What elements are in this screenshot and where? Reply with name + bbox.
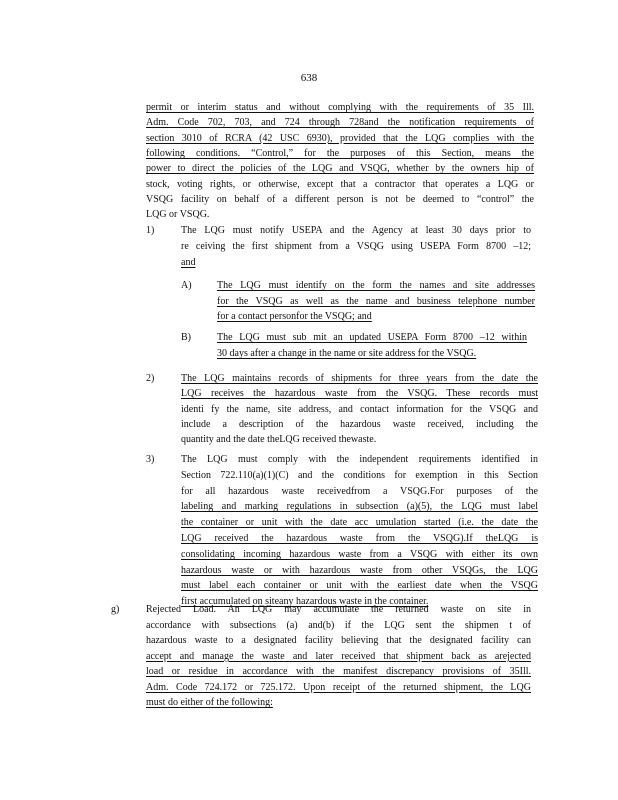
- line-text: 30 days after a change in the name or site address for the VSQG.: [217, 348, 477, 359]
- paragraph-permit-line: [146, 209, 534, 221]
- item-g-line: [146, 604, 531, 616]
- item-3-line: [181, 517, 538, 529]
- item-1-label: 1): [146, 225, 155, 236]
- line-text: accordance with subsections (a) and(b) if the LQG sent the shipmen t of: [146, 619, 531, 631]
- line-text: The LQG must sub mit an updated USEPA Form 8700 –12 within: [217, 332, 527, 343]
- line-text: Section 722.110(a)(1)(C) and the conditions for exemption in this Section: [181, 469, 538, 481]
- line-text: The LQG must comply with the independent requirements identified in: [181, 454, 538, 465]
- line-text: accept and manage the waste and later received that shipment back as arejected: [146, 650, 531, 662]
- item-g-line: [146, 651, 531, 663]
- line-text: stock, voting rights, or otherwise, except that a contractor that operates a LQG or: [146, 178, 534, 190]
- line-text: LQG receives the hazardous waste from the VSQG. These records must: [181, 388, 538, 400]
- paragraph-permit-line: [146, 179, 534, 191]
- line-text: the container or unit with the date acc umulation started (i.e. the date the: [181, 517, 538, 529]
- item-g-line: [146, 635, 531, 647]
- line-text: LQG received the hazardous waste from the VSQG).If theLQG is: [181, 533, 538, 544]
- item-2-line: [181, 434, 538, 446]
- line-text: The LQG must notify USEPA and the Agency at least 30 days prior to: [181, 225, 531, 236]
- item-1B-line: [217, 348, 527, 360]
- item-3-line: [181, 549, 538, 561]
- line-text: VSQG facility on behalf of a different person is not be deemed to “control” the: [146, 193, 534, 205]
- line-text: identi fy the name, site address, and contact information for the VSQG and: [181, 403, 538, 415]
- paragraph-permit-line: [146, 194, 534, 206]
- line-text: Adm. Code 724.172 or 725.172. Upon receipt of the returned shipment, the LQG: [146, 681, 531, 693]
- item-1-line: [181, 241, 531, 253]
- paragraph-permit-line: [146, 148, 534, 160]
- line-text: permit or interim status and without complying with the requirements of 35 Ill.: [146, 102, 534, 113]
- item-1B-line: [217, 332, 527, 344]
- line-text: The LQG maintains records of shipments for three years from the date the: [181, 373, 538, 384]
- line-text: must do either of the following:: [146, 697, 273, 708]
- item-1A-line: [217, 296, 535, 308]
- item-2-line: [181, 373, 538, 385]
- paragraph-permit-line: [146, 102, 534, 114]
- line-text: hazardous waste to a designated facility believing that the designated facility can: [146, 635, 531, 646]
- line-text: following conditions. “Control,” for the purposes of this Section, means the: [146, 147, 534, 159]
- paragraph-permit-line: [146, 117, 534, 129]
- item-2-line: [181, 388, 538, 400]
- item-2-line: [181, 419, 538, 431]
- paragraph-permit-line: [146, 163, 534, 175]
- line-text: LQG or VSQG.: [146, 209, 210, 221]
- item-g-line: [146, 666, 531, 678]
- line-text: re ceiving the first shipment from a VSQG using USEPA Form 8700 –12;: [181, 241, 531, 252]
- item-3-line: [181, 486, 538, 498]
- item-3-line: [181, 580, 538, 592]
- line-text: quantity and the date theLQG received thewaste.: [181, 434, 377, 446]
- item-1A-line: [217, 311, 535, 323]
- item-3-line: [181, 454, 538, 466]
- item-g-line: [146, 620, 531, 632]
- line-text: Rejected Load. An LQG may accumulate the returned waste on site in: [146, 604, 531, 615]
- item-1A-label: A): [181, 280, 192, 291]
- line-text: for all hazardous waste receivedfrom a VSQG.For purposes of the: [181, 485, 538, 497]
- page-number: 638: [300, 72, 318, 84]
- line-text: for a contact personfor the VSQG; and: [217, 311, 372, 322]
- item-1-line: [181, 225, 531, 237]
- line-text: section 3010 of RCRA (42 USC 6930), provided that the LQG complies with the: [146, 132, 534, 144]
- item-3-line: [181, 470, 538, 482]
- item-2-label: 2): [146, 373, 155, 384]
- item-2-line: [181, 404, 538, 416]
- line-text: include a description of the hazardous waste received, including the: [181, 418, 538, 430]
- line-text: hazardous waste or with hazardous waste from other VSQGs, the LQG: [181, 564, 538, 576]
- line-text: The LQG must identify on the form the names and site addresses: [217, 280, 535, 291]
- item-1B-label: B): [181, 332, 191, 343]
- item-1A-line: [217, 280, 535, 292]
- item-3-label: 3): [146, 454, 155, 465]
- item-3-line: [181, 533, 538, 545]
- item-3-line: [181, 565, 538, 577]
- line-text: first accumulated on siteany hazardous waste in the container.: [181, 596, 429, 608]
- line-text: power to direct the policies of the LQG and VSQG, whether by the owners hip of: [146, 163, 534, 175]
- line-text: and: [181, 257, 196, 268]
- line-text: Adm. Code 702, 703, and 724 through 728and the notification requirements of: [146, 117, 534, 129]
- line-text: load or residue in accordance with the manifest discrepancy provisions of 35Ill.: [146, 666, 531, 677]
- paragraph-permit-line: [146, 133, 534, 145]
- item-g-label: g): [111, 604, 120, 615]
- line-text: must label each container or unit with the earliest date when the VSQG: [181, 580, 538, 592]
- item-1-line: [181, 257, 531, 269]
- line-text: labeling and marking regulations in subsection (a)(5), the LQG must label: [181, 501, 538, 513]
- item-g-line: [146, 682, 531, 694]
- item-g-line: [146, 697, 531, 709]
- item-3-line: [181, 501, 538, 513]
- line-text: for the VSQG as well as the name and business telephone number: [217, 295, 535, 307]
- line-text: consolidating incoming hazardous waste from a VSQG with either its own: [181, 548, 538, 560]
